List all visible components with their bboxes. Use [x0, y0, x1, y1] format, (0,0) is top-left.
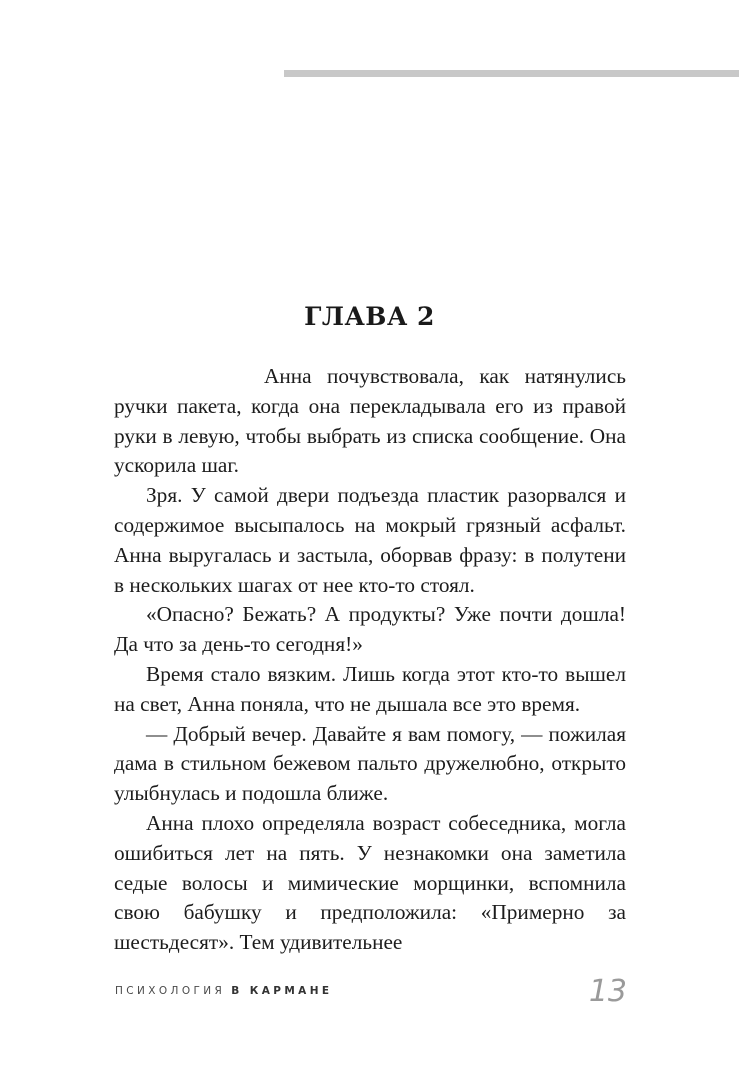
- chapter-title: ГЛАВА 2: [304, 302, 435, 331]
- page-number: 13: [588, 974, 627, 1009]
- series-title-part2: В КАРМАНЕ: [231, 985, 333, 997]
- running-footer-series: [115, 985, 332, 997]
- top-decorative-rule: [284, 70, 739, 77]
- paragraph-4: Время стало вязким. Лишь когда этот кто-то вышел на свет, Анна поняла, что не дышала все это время.: [114, 661, 626, 716]
- paragraph-5: — Добрый вечер. Давайте я вам помогу, — пожилая дама в стильном бежевом пальто дружелюбно, открыто улыбнулась и подошла ближе.: [114, 721, 626, 806]
- paragraph-3: «Опасно? Бежать? А продукты? Уже почти дошла! Да что за день-то сегодня!»: [114, 602, 626, 657]
- paragraph-2: Зря. У самой двери подъезда пластик разорвался и содержимое высыпалось на мокрый грязный асфальт. Анна выругалась и застыла, оборвав фразу: в полутени в нескольких шагах от нее кто-то стоял.: [114, 483, 626, 597]
- chapter-body: [114, 362, 626, 958]
- series-title-part1: ПСИХОЛОГИЯ: [115, 985, 226, 997]
- paragraph-1: Анна почувствовала, как натянулись ручки пакета, когда она перекладывала его из правой руки в левую, чтобы выбрать из списка сообщение. Она ускорила шаг.: [114, 364, 626, 478]
- paragraph-6: Анна плохо определяла возраст собеседника, могла ошибиться лет на пять. У незнакомки она заметила седые волосы и мимические морщинки, вспомнила свою бабушку и предположила: «Примерно за шестьдесят». Тем удивительнее: [114, 810, 626, 955]
